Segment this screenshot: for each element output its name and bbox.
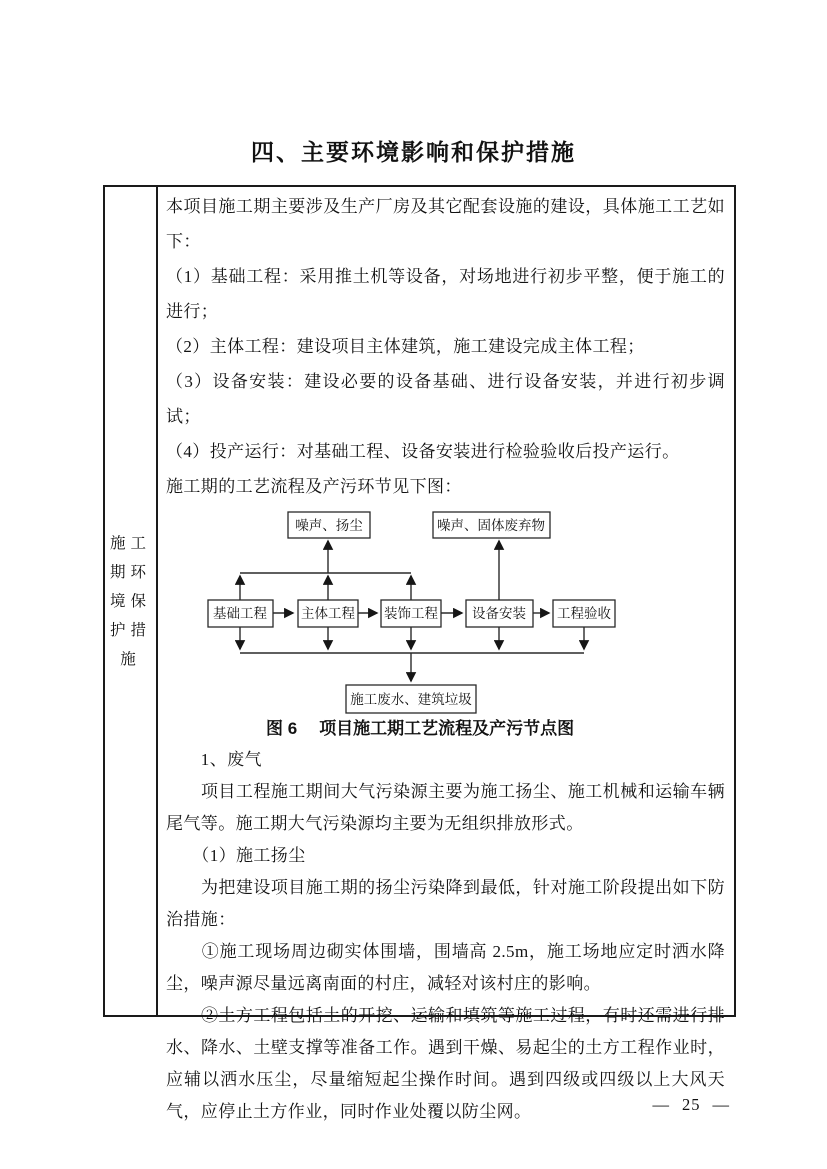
paragraph: （3）设备安装：建设必要的设备基础、进行设备安装，并进行初步调试； [166,372,725,426]
paragraph: （1）基础工程：采用推土机等设备，对场地进行初步平整，便于施工的进行； [166,267,725,321]
node-decoration-label: 装饰工程 [384,606,438,621]
page-title: 四、主要环境影响和保护措施 [251,139,576,165]
process-flow-diagram [203,508,623,716]
node-equipment-install-label: 设备安装 [472,606,526,621]
paragraph: ②土方工程包括土的开挖、运输和填筑等施工过程，有时还需进行排水、降水、土壁支撑等准备工作。遇到干燥、易起尘的土方工程作业时，应辅以洒水压尘，尽量缩短起尘操作时间。遇到四级或四级以上大风天气，应停止土方作业，同时作业处覆以防尘网。 [166,1006,725,1121]
paragraph: 为把建设项目施工期的扬尘污染降到最低，针对施工阶段提出如下防治措施： [166,878,725,929]
node-project-acceptance-label: 工程验收 [557,606,611,621]
body-paragraphs [166,744,725,1128]
paragraph: 1、废气 [166,750,262,769]
paragraph: （4）投产运行：对基础工程、设备安装进行检验验收后投产运行。 [166,442,680,461]
node-main-structure-label: 主体工程 [301,606,355,621]
figure-caption-number: 图 6 [266,719,298,738]
node-foundation-label: 基础工程 [213,606,267,621]
table-content-cell [158,187,734,1121]
figure-caption [166,716,725,742]
page-number-dash-left: — [652,1095,670,1114]
intro-paragraphs [166,189,725,504]
paragraph: 项目工程施工期间大气污染源主要为施工扬尘、施工机械和运输车辆尾气等。施工期大气污染源均主要为无组织排放形式。 [166,782,725,833]
figure-caption-title: 项目施工期工艺流程及产污节点图 [319,719,575,738]
table-row-label-cell [105,187,158,1015]
node-wastewater-garbage-label: 施工废水、建筑垃圾 [350,692,472,707]
node-noise-dust-label: 噪声、扬尘 [295,518,363,533]
paragraph: 施工期的工艺流程及产污环节见下图： [166,477,462,496]
measures-table [103,185,736,1121]
paragraph: （1）施工扬尘 [166,846,306,865]
paragraph: （2）主体工程：建设项目主体建筑，施工建设完成主体工程； [166,337,645,356]
page-number [653,1095,731,1115]
paragraph: ①施工现场周边砌实体围墙，围墙高 2.5m，施工场地应定时洒水降尘，噪声源尽量远离南面的村庄，减轻对该村庄的影响。 [166,942,725,993]
page-number-dash-right: — [712,1095,730,1114]
node-noise-solid-waste-label: 噪声、固体废弃物 [437,518,545,533]
paragraph: 本项目施工期主要涉及生产厂房及其它配套设施的建设，具体施工工艺如下： [166,197,725,251]
row-label: 施工期环境保护措施 [109,534,151,668]
page-number-value: 25 [682,1095,701,1114]
